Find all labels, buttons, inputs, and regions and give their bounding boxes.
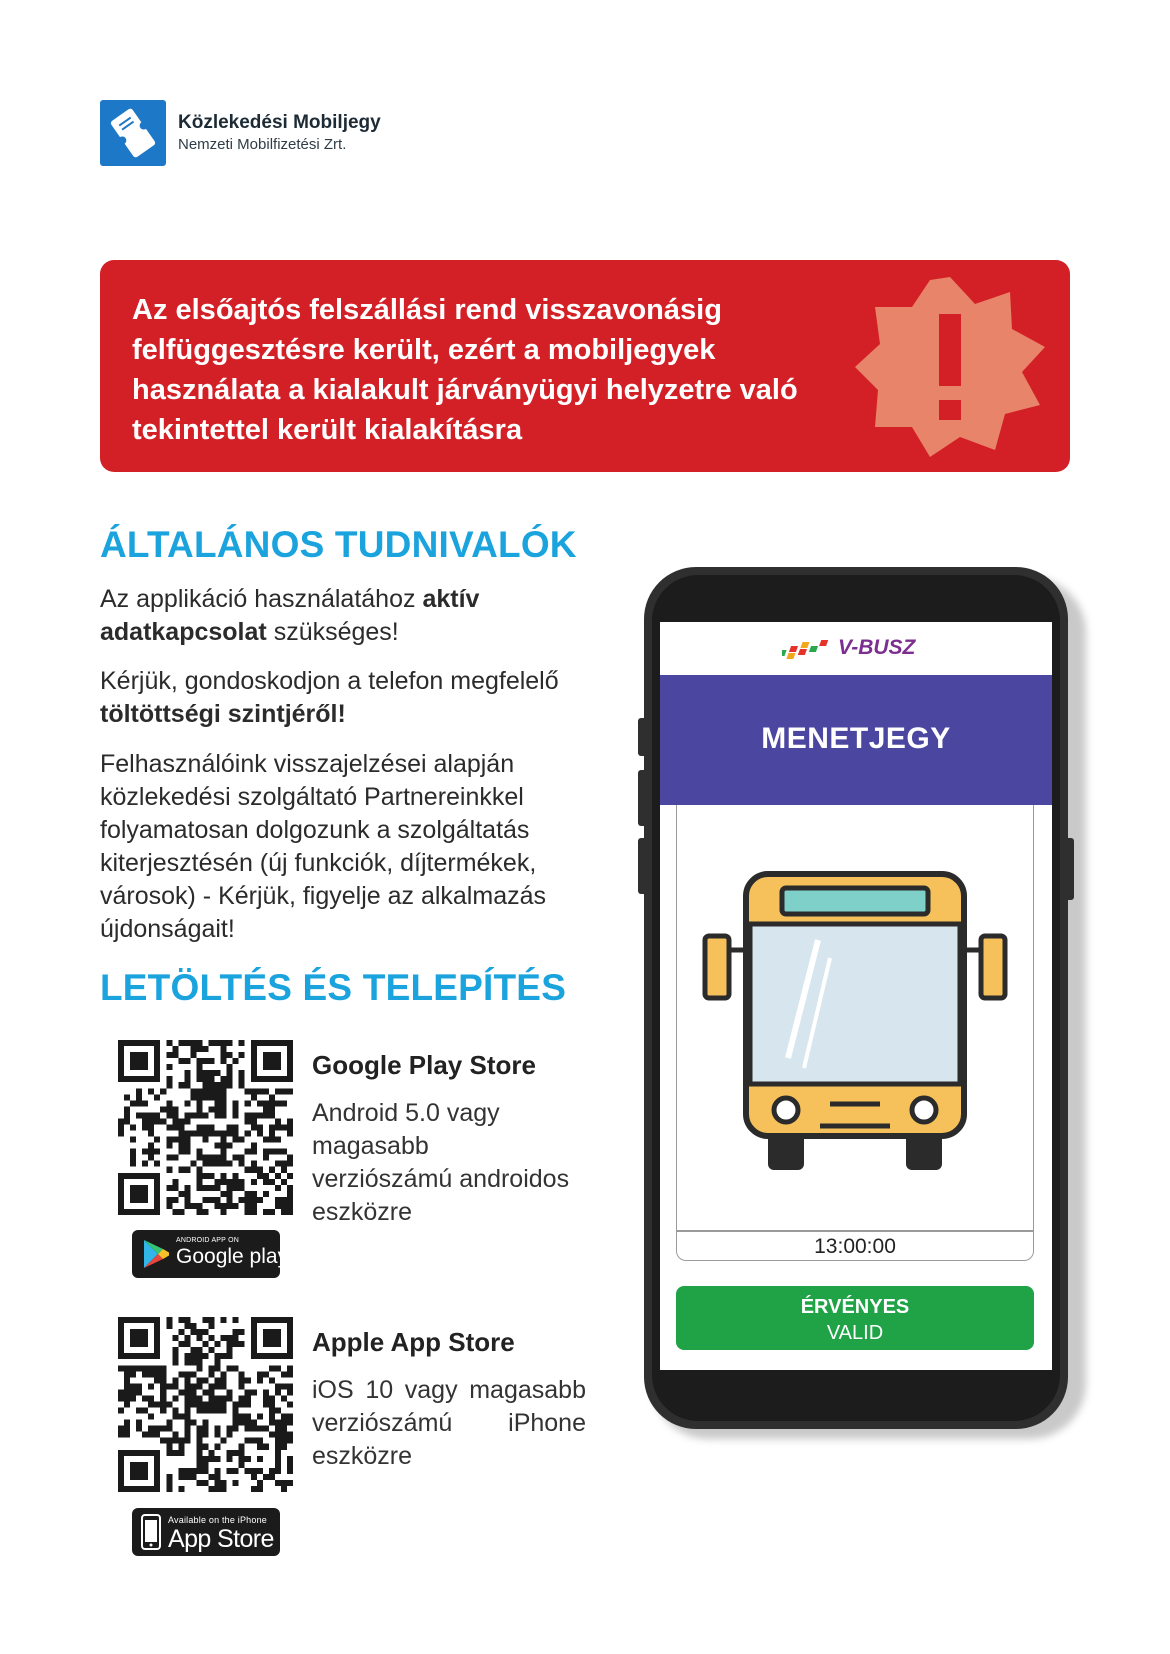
badge-caption: ANDROID APP ON <box>176 1237 239 1244</box>
google-play-badge[interactable] <box>132 1230 289 1278</box>
app-store-qr-code[interactable] <box>118 1317 293 1492</box>
section-heading-download: LETÖLTÉS ÉS TELEPÍTÉS <box>100 967 567 1008</box>
ticket-icon <box>100 100 166 166</box>
section-heading-general: ÁLTALÁNOS TUDNIVALÓK <box>100 524 577 565</box>
ticket-time: 13:00:00 <box>814 1235 896 1258</box>
logo-mark <box>100 100 166 166</box>
status-en: VALID <box>826 1322 884 1344</box>
apple-store-desc: iOS 10 vagy magasabb verziószámú iPhone eszközre <box>312 1376 586 1470</box>
v-busz-logo-icon <box>782 638 832 662</box>
ticket-title: MENETJEGY <box>761 722 951 755</box>
alert-text: Az elsőajtós felszállási rend visszavonásig felfüggesztésre került, ezért a mobiljegyek használata a kialakult járványügyi helyzetre való tekintettel került kialakításra <box>132 294 798 446</box>
text-bold: töltöttségi szintjéről! <box>100 700 346 728</box>
valid-status-button[interactable] <box>676 1286 1034 1350</box>
bus-icon <box>700 858 1010 1188</box>
google-play-icon <box>138 1236 174 1272</box>
apple-store-title: Apple App Store <box>312 1327 515 1357</box>
app-store-badge[interactable] <box>132 1508 280 1556</box>
v-busz-brand: V-BUSZ <box>838 636 916 659</box>
paragraph-battery <box>100 665 600 731</box>
brand-subtitle: Nemzeti Mobilfizetési Zrt. <box>178 136 347 153</box>
text-fragment: szükséges! <box>266 618 399 646</box>
google-store-title: Google Play Store <box>312 1050 536 1080</box>
iphone-icon <box>140 1513 162 1551</box>
ticket-divider <box>676 1230 1034 1232</box>
paragraph-data-connection <box>100 583 600 649</box>
text-bold: aktív adatkapcsolat <box>100 585 480 646</box>
exclamation-badge-icon <box>850 272 1050 462</box>
badge-store-name: Google play <box>176 1245 289 1268</box>
text-fragment: Kérjük, gondoskodjon a telefon megfelelő <box>100 667 559 695</box>
badge-caption: Available on the iPhone <box>168 1515 268 1525</box>
google-store-desc: Android 5.0 vagy magasabb verziószámú androidos eszközre <box>312 1099 570 1226</box>
text-fragment: Az applikáció használatához <box>100 585 423 613</box>
google-play-qr-code[interactable] <box>118 1040 293 1215</box>
paragraph-feedback: Felhasználóink visszajelzései alapján közlekedési szolgáltató Partnereinkkel folyamatosan dolgozunk a szolgáltatás kiterjesztésén (új funkciók, díjtermékek, városok) - Kérjük, figyelje az alkalmazás újdonságait! <box>100 750 546 943</box>
brand-title: Közlekedési Mobiljegy <box>178 112 381 133</box>
status-hu: ÉRVÉNYES <box>800 1296 910 1318</box>
badge-store-name: App Store <box>168 1525 274 1553</box>
